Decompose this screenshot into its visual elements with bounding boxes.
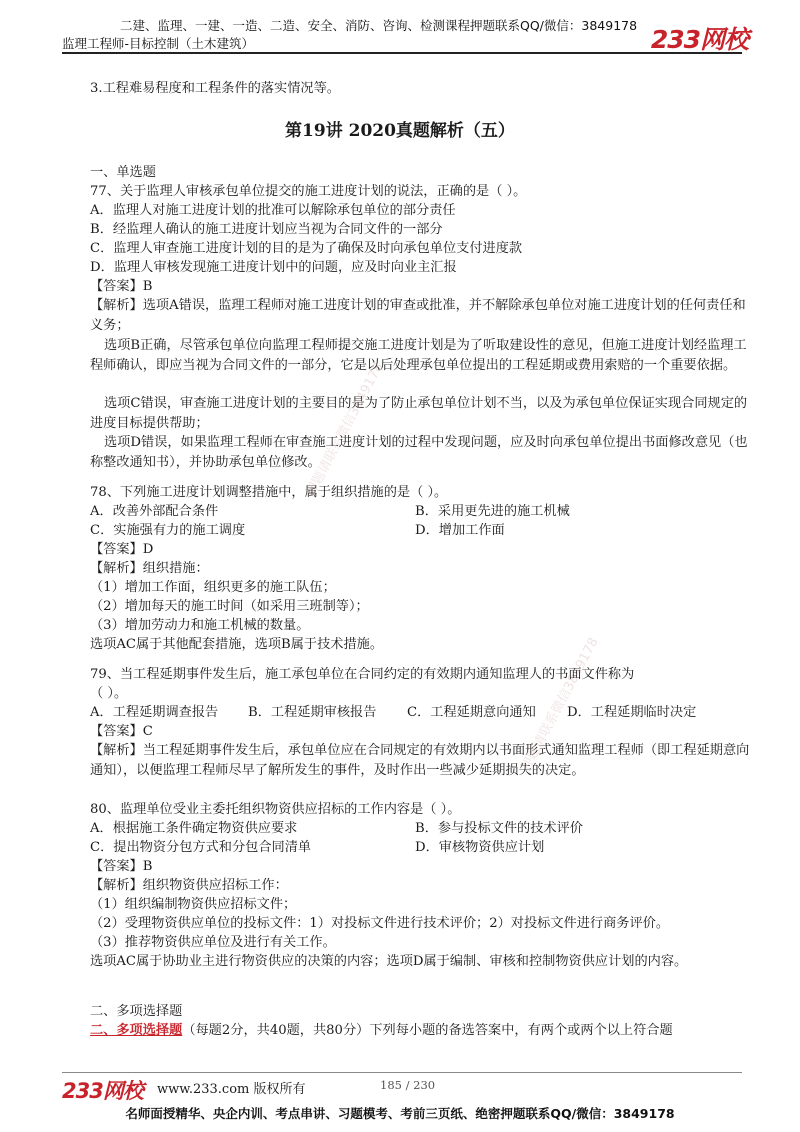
watermark-1: 押题请联系微信3849178 — [303, 360, 387, 499]
q80-stem: 80、监理单位受业主委托组织物资供应招标的工作内容是（ ）。 — [90, 802, 461, 817]
q77-answer: 【答案】B — [90, 279, 153, 294]
q77-option-d: D．监理人审核发现施工进度计划中的问题，应及时向业主汇报 — [90, 260, 457, 275]
q79-option-b: B．工程延期审核报告 — [248, 705, 377, 720]
q78-option-b: B．采用更先进的施工机械 — [415, 504, 570, 519]
q77-explanation-3: 选项C错误，审查施工进度计划的主要目的是为了防止承包单位计划不当，以及为承包单位保证实现合同规定的进度目标提供帮助； — [90, 396, 748, 431]
q80-option-b: B．参与投标文件的技术评价 — [415, 821, 583, 836]
page-number: 185 / 230 — [380, 1078, 436, 1092]
q78-option-a: A．改善外部配合条件 — [90, 504, 219, 519]
q79-explanation: 【解析】当工程延期事件发生后，承包单位应在合同规定的有效期内以书面形式通知监理工程师（即工程延期意向通知），以便监理工程师尽早了解所发生的事件，及时作出一些减少延期损失的决定。 — [90, 743, 750, 778]
q79-option-d: D．工程延期临时决定 — [567, 705, 697, 720]
q80-explanation-4: 选项AC属于协助业主进行物资供应的决策的内容；选项D属于编制、审核和控制物资供应计划的内容。 — [90, 954, 688, 969]
q78-explanation-4: 选项AC属于其他配套措施，选项B属于技术措施。 — [90, 637, 384, 652]
q80-explanation-title: 【解析】组织物资供应招标工作： — [90, 878, 288, 893]
q78-explanation-1: （1）增加工作面，组织更多的施工队伍； — [90, 580, 336, 595]
q77-explanation-2: 选项B正确，尽管承包单位向监理工程师提交施工进度计划是为了听取建设性的意见，但施工进度计划经监理工程师确认，即应当视为合同文件的一部分，它是以后处理承包单位提出的工程延期或费用索赔的一个重要依据。 — [90, 338, 747, 373]
q79-stem-blank: （ ）。 — [90, 686, 128, 701]
q80-explanation-1: （1）组织编制物资供应招标文件； — [90, 897, 297, 912]
q80-option-a: A．根据施工条件确定物资供应要求 — [90, 821, 298, 836]
watermark-2: 押题请联系微信3849178 — [518, 635, 602, 774]
footer-logo: 233网校 — [62, 1079, 143, 1103]
q78-stem: 78、下列施工进度计划调整措施中，属于组织措施的是（ ）。 — [90, 485, 448, 500]
section-multi-label: 二、多项选择题 — [90, 1023, 183, 1038]
brand-logo: 233网校 — [650, 25, 748, 54]
footer-copyright: www.233.com 版权所有 — [157, 1082, 306, 1097]
footer-promo: 名师面授精华、央企内训、考点串讲、习题模考、考前三页纸、绝密押题联系QQ/微信：3849178 — [125, 1106, 675, 1121]
q79-option-c: C．工程延期意向通知 — [407, 705, 536, 720]
q77-explanation-4: 选项D错误，如果监理工程师在审查施工进度计划的过程中发现问题，应及时向承包单位提出书面修改意见（也称整改通知书），并协助承包单位修改。 — [90, 435, 748, 470]
q80-option-c: C．提出物资分包方式和分包合同清单 — [90, 840, 312, 855]
q79-answer: 【答案】C — [90, 724, 153, 739]
q77-option-a: A．监理人对施工进度计划的批准可以解除承包单位的部分责任 — [90, 203, 456, 218]
section-multi-desc: （每题2分，共40题，共80分）下列每小题的备选答案中，有两个或两个以上符合题 — [182, 1023, 673, 1038]
q78-explanation-2: （2）增加每天的施工时间（如采用三班制等）； — [90, 599, 369, 614]
intro-line: 3.工程难易程度和工程条件的落实情况等。 — [90, 81, 340, 96]
course-title: 监理工程师-目标控制（土木建筑） — [62, 36, 255, 51]
q80-answer: 【答案】B — [90, 859, 153, 874]
lecture-title: 第19讲 2020真题解析（五） — [285, 121, 515, 141]
section-heading-single: 一、单选题 — [90, 165, 156, 180]
q78-explanation-3: （3）增加劳动力和施工机械的数量。 — [90, 618, 310, 633]
q78-option-c: C．实施强有力的施工调度 — [90, 523, 246, 538]
q78-option-d: D．增加工作面 — [415, 523, 505, 538]
section-multi-intro — [90, 1021, 673, 1041]
section-heading-multi: 二、多项选择题 — [90, 1004, 183, 1019]
header-divider — [62, 52, 742, 54]
q78-answer: 【答案】D — [90, 542, 154, 557]
q77-option-c: C．监理人审查施工进度计划的目的是为了确保及时向承包单位支付进度款 — [90, 241, 523, 256]
q80-option-d: D．审核物资供应计划 — [415, 840, 545, 855]
q77-stem: 77、关于监理人审核承包单位提交的施工进度计划的说法，正确的是（ ）。 — [90, 184, 527, 199]
q77-option-b: B．经监理人确认的施工进度计划应当视为合同文件的一部分 — [90, 222, 443, 237]
header-promo: 二建、监理、一建、一造、二造、安全、消防、咨询、检测课程押题联系QQ/微信：3849178 — [120, 18, 638, 33]
q79-option-a: A．工程延期调查报告 — [90, 705, 219, 720]
q77-explanation-1: 【解析】选项A错误，监理工程师对施工进度计划的审查或批准，并不解除承包单位对施工进度计划的任何责任和义务； — [90, 298, 746, 333]
q79-stem: 79、当工程延期事件发生后，施工承包单位在合同约定的有效期内通知监理人的书面文件称为 — [90, 667, 635, 682]
q80-explanation-3: （3）推荐物资供应单位及进行有关工作。 — [90, 935, 336, 950]
q80-explanation-2: （2）受理物资供应单位的投标文件：1）对投标文件进行技术评价；2）对投标文件进行商务评价。 — [90, 916, 670, 931]
q78-explanation-title: 【解析】组织措施： — [90, 561, 209, 576]
footer-divider — [62, 1072, 742, 1073]
